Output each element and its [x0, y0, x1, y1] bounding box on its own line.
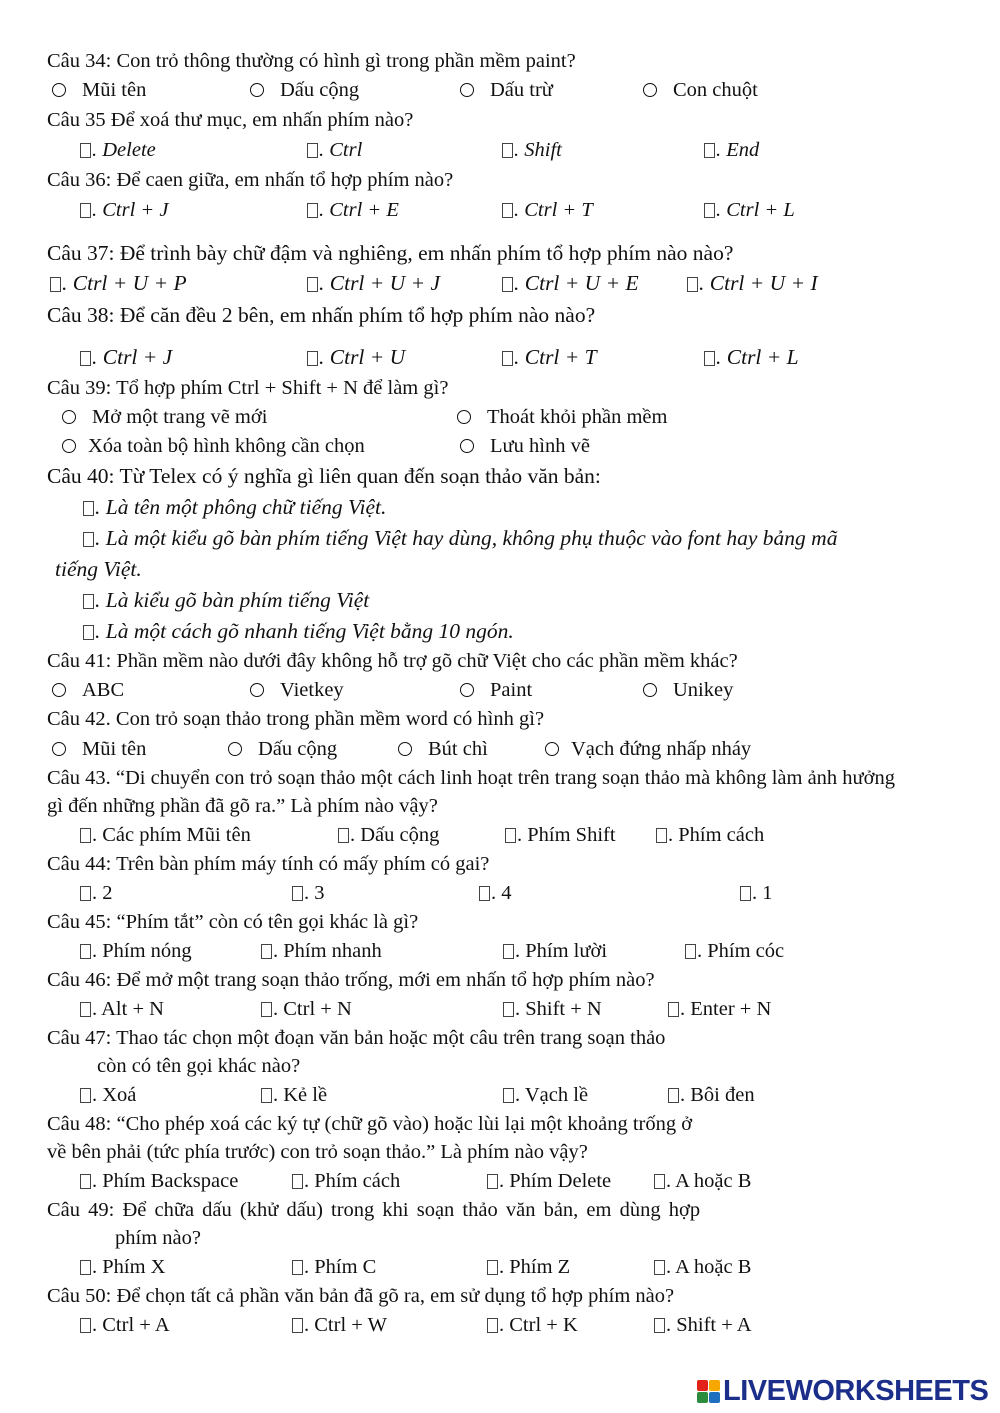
checkbox-icon[interactable] — [487, 1318, 498, 1333]
question-45-text: Câu 45: “Phím tắt” còn có tên gọi khác là gì? — [47, 911, 419, 933]
radio-icon[interactable] — [643, 683, 657, 697]
q40-option-b-continuation: tiếng Việt. — [55, 557, 142, 581]
q45-option-c[interactable]: . Phím lười — [503, 938, 607, 964]
checkbox-icon[interactable] — [80, 203, 91, 218]
q46-option-d[interactable]: . Enter + N — [668, 996, 771, 1022]
q48-option-d[interactable]: . A hoặc B — [654, 1168, 751, 1194]
checkbox-icon[interactable] — [83, 501, 94, 516]
question-49-text: Câu 49: Để chữa dấu (khử dấu) trong khi soạn thảo văn bản, em dùng hợp — [47, 1199, 701, 1221]
question-36-text: Câu 36: Để caen giữa, em nhấn tổ hợp phím nào? — [47, 169, 454, 191]
q39-option-c[interactable]: Xóa toàn bộ hình không cần chọn — [62, 433, 365, 459]
q44-option-b[interactable]: . 3 — [292, 880, 325, 906]
q41-option-b[interactable]: Vietkey — [250, 677, 344, 703]
radio-icon[interactable] — [643, 83, 657, 97]
q42-option-a[interactable]: Mũi tên — [52, 736, 146, 762]
checkbox-icon[interactable] — [502, 277, 513, 292]
radio-icon[interactable] — [62, 410, 76, 424]
checkbox-icon[interactable] — [502, 203, 513, 218]
checkbox-icon[interactable] — [261, 1002, 272, 1017]
q41-option-c[interactable]: Paint — [460, 677, 532, 703]
q34-option-a[interactable]: Mũi tên — [52, 77, 146, 103]
checkbox-icon[interactable] — [80, 1088, 91, 1103]
checkbox-icon[interactable] — [668, 1002, 679, 1017]
q48-option-a[interactable]: . Phím Backspace — [80, 1168, 238, 1194]
question-47-text: Câu 47: Thao tác chọn một đoạn văn bản hoặc một câu trên trang soạn thảo — [47, 1027, 666, 1049]
q34-option-c[interactable]: Dấu trừ — [460, 77, 553, 103]
q40-option-c[interactable]: . Là kiểu gõ bàn phím tiếng Việt — [83, 587, 369, 613]
q37-option-d[interactable]: . Ctrl + U + I — [687, 270, 818, 296]
q50-option-a[interactable]: . Ctrl + A — [80, 1312, 170, 1338]
checkbox-icon[interactable] — [503, 1088, 514, 1103]
checkbox-icon[interactable] — [307, 351, 318, 366]
checkbox-icon[interactable] — [704, 351, 715, 366]
checkbox-icon[interactable] — [80, 1002, 91, 1017]
checkbox-icon[interactable] — [80, 828, 91, 843]
radio-icon[interactable] — [250, 683, 264, 697]
q43-option-b[interactable]: . Dấu cộng — [338, 822, 439, 848]
q44-option-c[interactable]: . 4 — [479, 880, 512, 906]
q45-option-d[interactable]: . Phím cóc — [685, 938, 784, 964]
checkbox-icon[interactable] — [50, 277, 61, 292]
q35-option-b[interactable]: . Ctrl — [307, 137, 362, 163]
checkbox-icon[interactable] — [261, 1088, 272, 1103]
question-46-text: Câu 46: Để mở một trang soạn thảo trống, mới em nhấn tổ hợp phím nào? — [47, 969, 655, 991]
checkbox-icon[interactable] — [292, 886, 303, 901]
checkbox-icon[interactable] — [80, 886, 91, 901]
checkbox-icon[interactable] — [307, 143, 318, 158]
q38-option-d[interactable]: . Ctrl + L — [704, 344, 799, 370]
q47-option-a[interactable]: . Xoá — [80, 1082, 136, 1108]
q38-option-b[interactable]: . Ctrl + U — [307, 344, 405, 370]
question-42-text: Câu 42. Con trỏ soạn thảo trong phần mềm word có hình gì? — [47, 708, 545, 730]
q39-option-b[interactable]: Thoát khỏi phần mềm — [457, 404, 667, 430]
q46-option-c[interactable]: . Shift + N — [503, 996, 602, 1022]
radio-icon[interactable] — [460, 83, 474, 97]
checkbox-icon[interactable] — [654, 1260, 665, 1275]
q41-option-a[interactable]: ABC — [52, 677, 124, 703]
logo-square-w — [709, 1380, 720, 1391]
q50-option-b[interactable]: . Ctrl + W — [292, 1312, 387, 1338]
checkbox-icon[interactable] — [704, 143, 715, 158]
checkbox-icon[interactable] — [80, 143, 91, 158]
checkbox-icon[interactable] — [479, 886, 490, 901]
radio-icon[interactable] — [52, 742, 66, 756]
q35-option-a[interactable]: . Delete — [80, 137, 156, 163]
question-44-text: Câu 44: Trên bàn phím máy tính có mấy phím có gai? — [47, 853, 490, 875]
q35-option-c[interactable]: . Shift — [502, 137, 562, 163]
q40-option-a[interactable]: . Là tên một phông chữ tiếng Việt. — [83, 494, 386, 520]
checkbox-icon[interactable] — [685, 944, 696, 959]
checkbox-icon[interactable] — [704, 203, 715, 218]
question-43-text: Câu 43. “Di chuyển con trỏ soạn thảo một cách linh hoạt trên trang soạn thảo mà không làm ảnh hưởng — [47, 767, 896, 789]
q46-option-a[interactable]: . Alt + N — [80, 996, 164, 1022]
checkbox-icon[interactable] — [503, 1002, 514, 1017]
checkbox-icon[interactable] — [292, 1318, 303, 1333]
liveworksheets-logo-icon — [697, 1380, 720, 1403]
checkbox-icon[interactable] — [292, 1174, 303, 1189]
q45-option-b[interactable]: . Phím nhanh — [261, 938, 382, 964]
question-41-text: Câu 41: Phần mềm nào dưới đây không hỗ trợ gõ chữ Việt cho các phần mềm khác? — [47, 650, 738, 672]
checkbox-icon[interactable] — [656, 828, 667, 843]
checkbox-icon[interactable] — [307, 277, 318, 292]
liveworksheets-brand-text: LIVEWORKSHEETS — [723, 1374, 989, 1407]
q36-option-c[interactable]: . Ctrl + T — [502, 197, 593, 223]
question-48-text-line2: về bên phải (tức phía trước) con trỏ soạn thảo.” Là phím nào vậy? — [47, 1141, 588, 1163]
q47-option-c[interactable]: . Vạch lề — [503, 1082, 588, 1108]
q40-option-d[interactable]: . Là một cách gõ nhanh tiếng Việt bằng 10 ngón. — [83, 618, 514, 644]
q40-option-b[interactable]: . Là một kiểu gõ bàn phím tiếng Việt hay dùng, không phụ thuộc vào font hay bảng mã — [83, 525, 837, 551]
checkbox-icon[interactable] — [503, 944, 514, 959]
checkbox-icon[interactable] — [487, 1260, 498, 1275]
radio-icon[interactable] — [460, 439, 474, 453]
checkbox-icon[interactable] — [654, 1174, 665, 1189]
q39-option-d[interactable]: Lưu hình vẽ — [460, 433, 590, 459]
q42-option-d[interactable]: Vạch đứng nhấp nháy — [545, 736, 751, 762]
radio-icon[interactable] — [228, 742, 242, 756]
logo-square-v — [709, 1392, 720, 1403]
question-40-text: Câu 40: Từ Telex có ý nghĩa gì liên quan đến soạn thảo văn bản: — [47, 464, 601, 488]
q34-option-d[interactable]: Con chuột — [643, 77, 758, 103]
checkbox-icon[interactable] — [80, 1318, 91, 1333]
q49-option-b[interactable]: . Phím C — [292, 1254, 376, 1280]
q43-option-d[interactable]: . Phím cách — [656, 822, 764, 848]
checkbox-icon[interactable] — [502, 351, 513, 366]
q42-option-c[interactable]: Bút chì — [398, 736, 488, 762]
q36-option-a[interactable]: . Ctrl + J — [80, 197, 168, 223]
checkbox-icon[interactable] — [338, 828, 349, 843]
question-49-text-line2: phím nào? — [115, 1227, 201, 1249]
question-48-text: Câu 48: “Cho phép xoá các ký tự (chữ gõ vào) hoặc lùi lại một khoảng trống ở — [47, 1113, 693, 1135]
radio-icon[interactable] — [250, 83, 264, 97]
radio-icon[interactable] — [460, 683, 474, 697]
checkbox-icon[interactable] — [80, 1260, 91, 1275]
q46-option-b[interactable]: . Ctrl + N — [261, 996, 352, 1022]
checkbox-icon[interactable] — [80, 1174, 91, 1189]
checkbox-icon[interactable] — [292, 1260, 303, 1275]
checkbox-icon[interactable] — [487, 1174, 498, 1189]
question-50-text: Câu 50: Để chọn tất cả phần văn bản đã gõ ra, em sử dụng tổ hợp phím nào? — [47, 1285, 675, 1307]
q39-option-a[interactable]: Mở một trang vẽ mới — [62, 404, 267, 430]
checkbox-icon[interactable] — [505, 828, 516, 843]
q43-option-a[interactable]: . Các phím Mũi tên — [80, 822, 251, 848]
logo-square-l — [697, 1380, 708, 1391]
liveworksheets-logo[interactable] — [697, 1376, 988, 1406]
question-34-text: Câu 34: Con trỏ thông thường có hình gì trong phần mềm paint? — [47, 50, 576, 72]
q48-option-c[interactable]: . Phím Delete — [487, 1168, 611, 1194]
q37-option-c[interactable]: . Ctrl + U + E — [502, 270, 639, 296]
q49-option-a[interactable]: . Phím X — [80, 1254, 165, 1280]
checkbox-icon[interactable] — [83, 625, 94, 640]
question-47-text-line2: còn có tên gọi khác nào? — [97, 1055, 301, 1077]
q35-option-d[interactable]: . End — [704, 137, 759, 163]
radio-icon[interactable] — [398, 742, 412, 756]
q38-option-a[interactable]: . Ctrl + J — [80, 344, 172, 370]
q47-option-b[interactable]: . Kẻ lề — [261, 1082, 327, 1108]
checkbox-icon[interactable] — [654, 1318, 665, 1333]
question-38-text: Câu 38: Để căn đều 2 bên, em nhấn phím tổ hợp phím nào nào? — [47, 303, 596, 327]
q44-option-a[interactable]: . 2 — [80, 880, 113, 906]
q38-option-c[interactable]: . Ctrl + T — [502, 344, 597, 370]
radio-icon[interactable] — [62, 439, 76, 453]
q37-option-a[interactable]: . Ctrl + U + P — [50, 270, 187, 296]
q47-option-d[interactable]: . Bôi đen — [668, 1082, 755, 1108]
checkbox-icon[interactable] — [502, 143, 513, 158]
checkbox-icon[interactable] — [687, 277, 698, 292]
radio-icon[interactable] — [545, 742, 559, 756]
checkbox-icon[interactable] — [80, 944, 91, 959]
q49-option-c[interactable]: . Phím Z — [487, 1254, 570, 1280]
q41-option-d[interactable]: Unikey — [643, 677, 733, 703]
logo-square-s — [697, 1392, 708, 1403]
question-35-text: Câu 35 Để xoá thư mục, em nhấn phím nào? — [47, 109, 414, 131]
checkbox-icon[interactable] — [740, 886, 751, 901]
checkbox-icon[interactable] — [307, 203, 318, 218]
q49-option-d[interactable]: . A hoặc B — [654, 1254, 751, 1280]
q48-option-b[interactable]: . Phím cách — [292, 1168, 400, 1194]
radio-icon[interactable] — [52, 683, 66, 697]
question-37-text: Câu 37: Để trình bày chữ đậm và nghiêng, em nhấn phím tổ hợp phím nào nào? — [47, 241, 734, 265]
question-43-text-line2: gì đến những phần đã gõ ra.” Là phím nào vậy? — [47, 795, 438, 817]
question-39-text: Câu 39: Tổ hợp phím Ctrl + Shift + N để làm gì? — [47, 377, 449, 399]
q50-option-d[interactable]: . Shift + A — [654, 1312, 752, 1338]
checkbox-icon[interactable] — [261, 944, 272, 959]
q45-option-a[interactable]: . Phím nóng — [80, 938, 192, 964]
q50-option-c[interactable]: . Ctrl + K — [487, 1312, 578, 1338]
q43-option-c[interactable]: . Phím Shift — [505, 822, 616, 848]
q34-option-b[interactable]: Dấu cộng — [250, 77, 359, 103]
q36-option-b[interactable]: . Ctrl + E — [307, 197, 399, 223]
radio-icon[interactable] — [52, 83, 66, 97]
checkbox-icon[interactable] — [668, 1088, 679, 1103]
q42-option-b[interactable]: Dấu cộng — [228, 736, 337, 762]
q36-option-d[interactable]: . Ctrl + L — [704, 197, 795, 223]
checkbox-icon[interactable] — [80, 351, 91, 366]
q44-option-d[interactable]: . 1 — [740, 880, 773, 906]
q37-option-b[interactable]: . Ctrl + U + J — [307, 270, 440, 296]
checkbox-icon[interactable] — [83, 532, 94, 547]
radio-icon[interactable] — [457, 410, 471, 424]
checkbox-icon[interactable] — [83, 594, 94, 609]
